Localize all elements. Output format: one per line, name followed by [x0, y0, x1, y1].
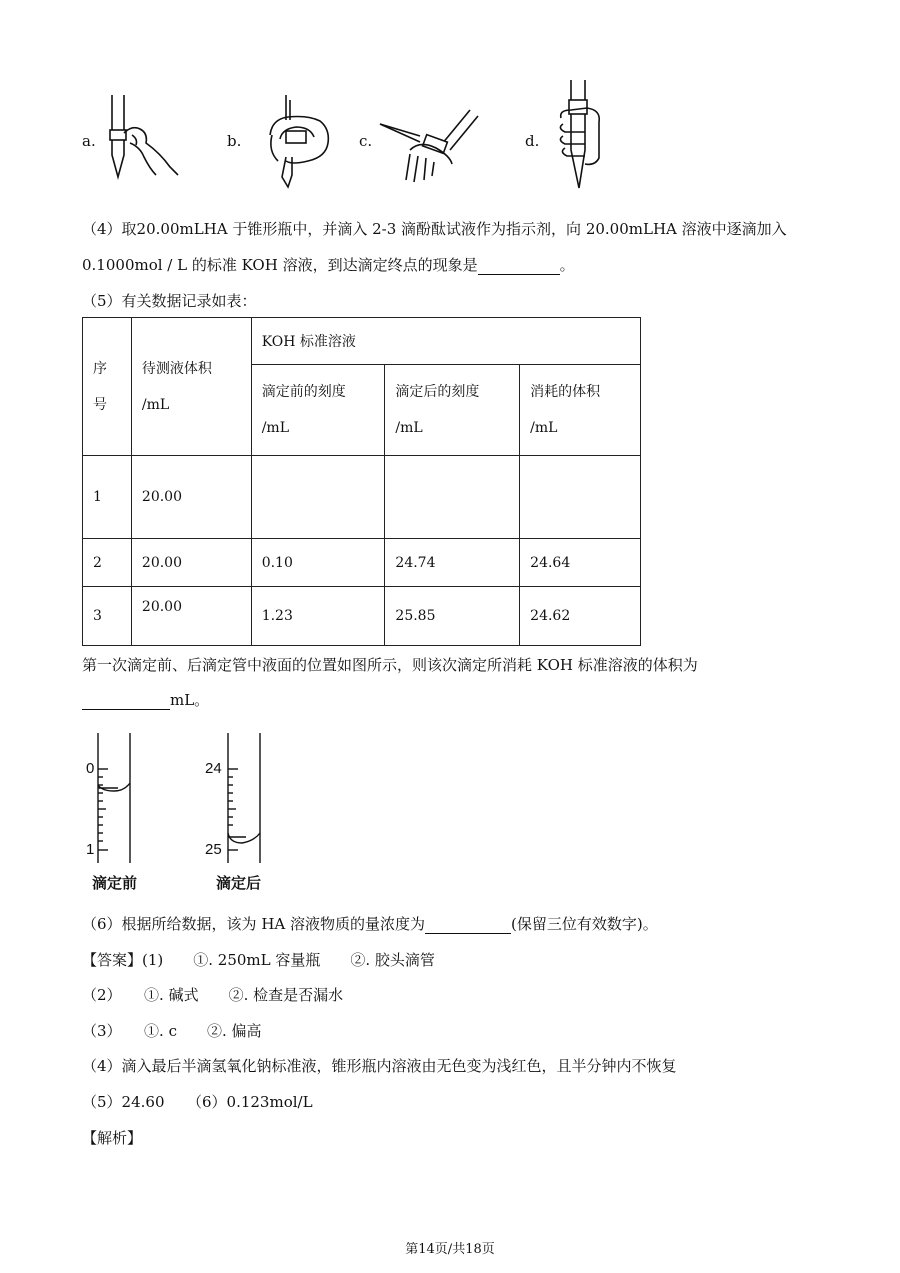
- option-c-label: c.: [359, 132, 373, 150]
- q4-line2: [82, 255, 575, 275]
- subheader-after-line1: 滴定后的刻度: [395, 384, 480, 400]
- titration-data-table: [82, 317, 641, 646]
- q5-intro: （5）有关数据记录如表：: [82, 292, 257, 310]
- q5-after-table-line2: [82, 690, 209, 710]
- cell-volume: 20.00: [131, 587, 251, 646]
- header-seq: [83, 318, 132, 456]
- burette-operation-d-figure: [555, 80, 615, 192]
- subheader-before-line2: /mL: [261, 420, 289, 436]
- burette-after-bottom-mark: 25: [205, 841, 222, 858]
- cell-seq: 1: [83, 456, 132, 539]
- q5-after-table-line2-suffix: mL。: [170, 691, 210, 709]
- cell-after: 25.85: [385, 587, 520, 646]
- answer-line4: （4）滴入最后半滴氢氧化钠标准液，锥形瓶内溶液由无色变为浅红色，且半分钟内不恢复: [82, 1057, 677, 1075]
- option-d-label: d.: [525, 132, 540, 150]
- burette-before-top-mark: 0: [86, 760, 95, 777]
- q6-line: [82, 914, 658, 934]
- burette-before-caption: 滴定前: [92, 874, 138, 892]
- q4-line2-prefix: 0.1000mol / L 的标准 KOH 溶液，到达滴定终点的现象是: [82, 256, 478, 274]
- subheader-before: [251, 365, 385, 456]
- header-volume-line2: /mL: [141, 396, 170, 413]
- subheader-before-line1: 滴定前的刻度: [261, 384, 346, 400]
- burette-before-bottom-mark: 1: [86, 841, 95, 858]
- header-volume: [131, 318, 251, 456]
- cell-consumed: 24.62: [520, 587, 641, 646]
- subheader-consumed-line2: /mL: [530, 420, 558, 436]
- cell-seq: 2: [83, 539, 132, 587]
- q4-answer-blank[interactable]: [478, 258, 560, 275]
- cell-volume: 20.00: [131, 456, 251, 539]
- answer-line5: （5）24.60 （6）0.123mol/L: [82, 1093, 313, 1111]
- cell-before: [251, 456, 385, 539]
- page-footer: 第14页/共18页: [405, 1242, 495, 1257]
- burette-after-figure: [226, 733, 266, 863]
- q4-line2-suffix: 。: [559, 256, 575, 274]
- cell-seq: 3: [83, 587, 132, 646]
- cell-after: [385, 456, 520, 539]
- answer-line3: （3） ①. c ②. 偏高: [82, 1022, 262, 1040]
- burette-before-figure: [96, 733, 136, 863]
- header-seq-line1: 序: [93, 360, 107, 377]
- cell-volume: 20.00: [131, 539, 251, 587]
- cell-after: 24.74: [385, 539, 520, 587]
- burette-after-top-mark: 24: [205, 760, 222, 777]
- cell-before: 0.10: [251, 539, 385, 587]
- q5-after-table-line1: 第一次滴定前、后滴定管中液面的位置如图所示，则该次滴定所消耗 KOH 标准溶液的体积为: [82, 656, 698, 674]
- q4-line1: （4）取20.00mLHA 于锥形瓶中，并滴入 2-3 滴酚酞试液作为指示剂，向 20.00mLHA 溶液中逐滴加入: [82, 220, 787, 238]
- header-seq-line2: 号: [93, 396, 107, 413]
- option-a-label: a.: [82, 132, 96, 150]
- subheader-consumed: [520, 365, 641, 456]
- header-volume-line1: 待测液体积: [141, 360, 212, 377]
- burette-after-caption: 滴定后: [216, 874, 262, 892]
- q6-prefix: （6）根据所给数据，该为 HA 溶液物质的量浓度为: [82, 915, 425, 933]
- q6-answer-blank[interactable]: [425, 917, 511, 934]
- cell-consumed: [520, 456, 641, 539]
- q6-suffix: (保留三位有效数字)。: [511, 915, 658, 933]
- answer-line1: 【答案】(1) ①. 250mL 容量瓶 ②. 胶头滴管: [82, 951, 435, 969]
- q5-answer-blank[interactable]: [82, 693, 170, 710]
- option-b-label: b.: [227, 132, 242, 150]
- subheader-after-line2: /mL: [395, 420, 423, 436]
- subheader-consumed-line1: 消耗的体积: [530, 384, 601, 400]
- cell-before: 1.23: [251, 587, 385, 646]
- burette-operation-c-figure: [380, 110, 495, 185]
- burette-operation-a-figure: [100, 95, 185, 185]
- burette-operation-b-figure: [262, 95, 337, 190]
- header-koh: KOH 标准溶液: [251, 318, 640, 365]
- subheader-after: [385, 365, 520, 456]
- cell-consumed: 24.64: [520, 539, 641, 587]
- analysis-label: 【解析】: [82, 1129, 143, 1147]
- answer-line2: （2） ①. 碱式 ②. 检查是否漏水: [82, 986, 344, 1004]
- table-row: [83, 539, 641, 587]
- table-row: [83, 456, 641, 539]
- table-row: [83, 587, 641, 646]
